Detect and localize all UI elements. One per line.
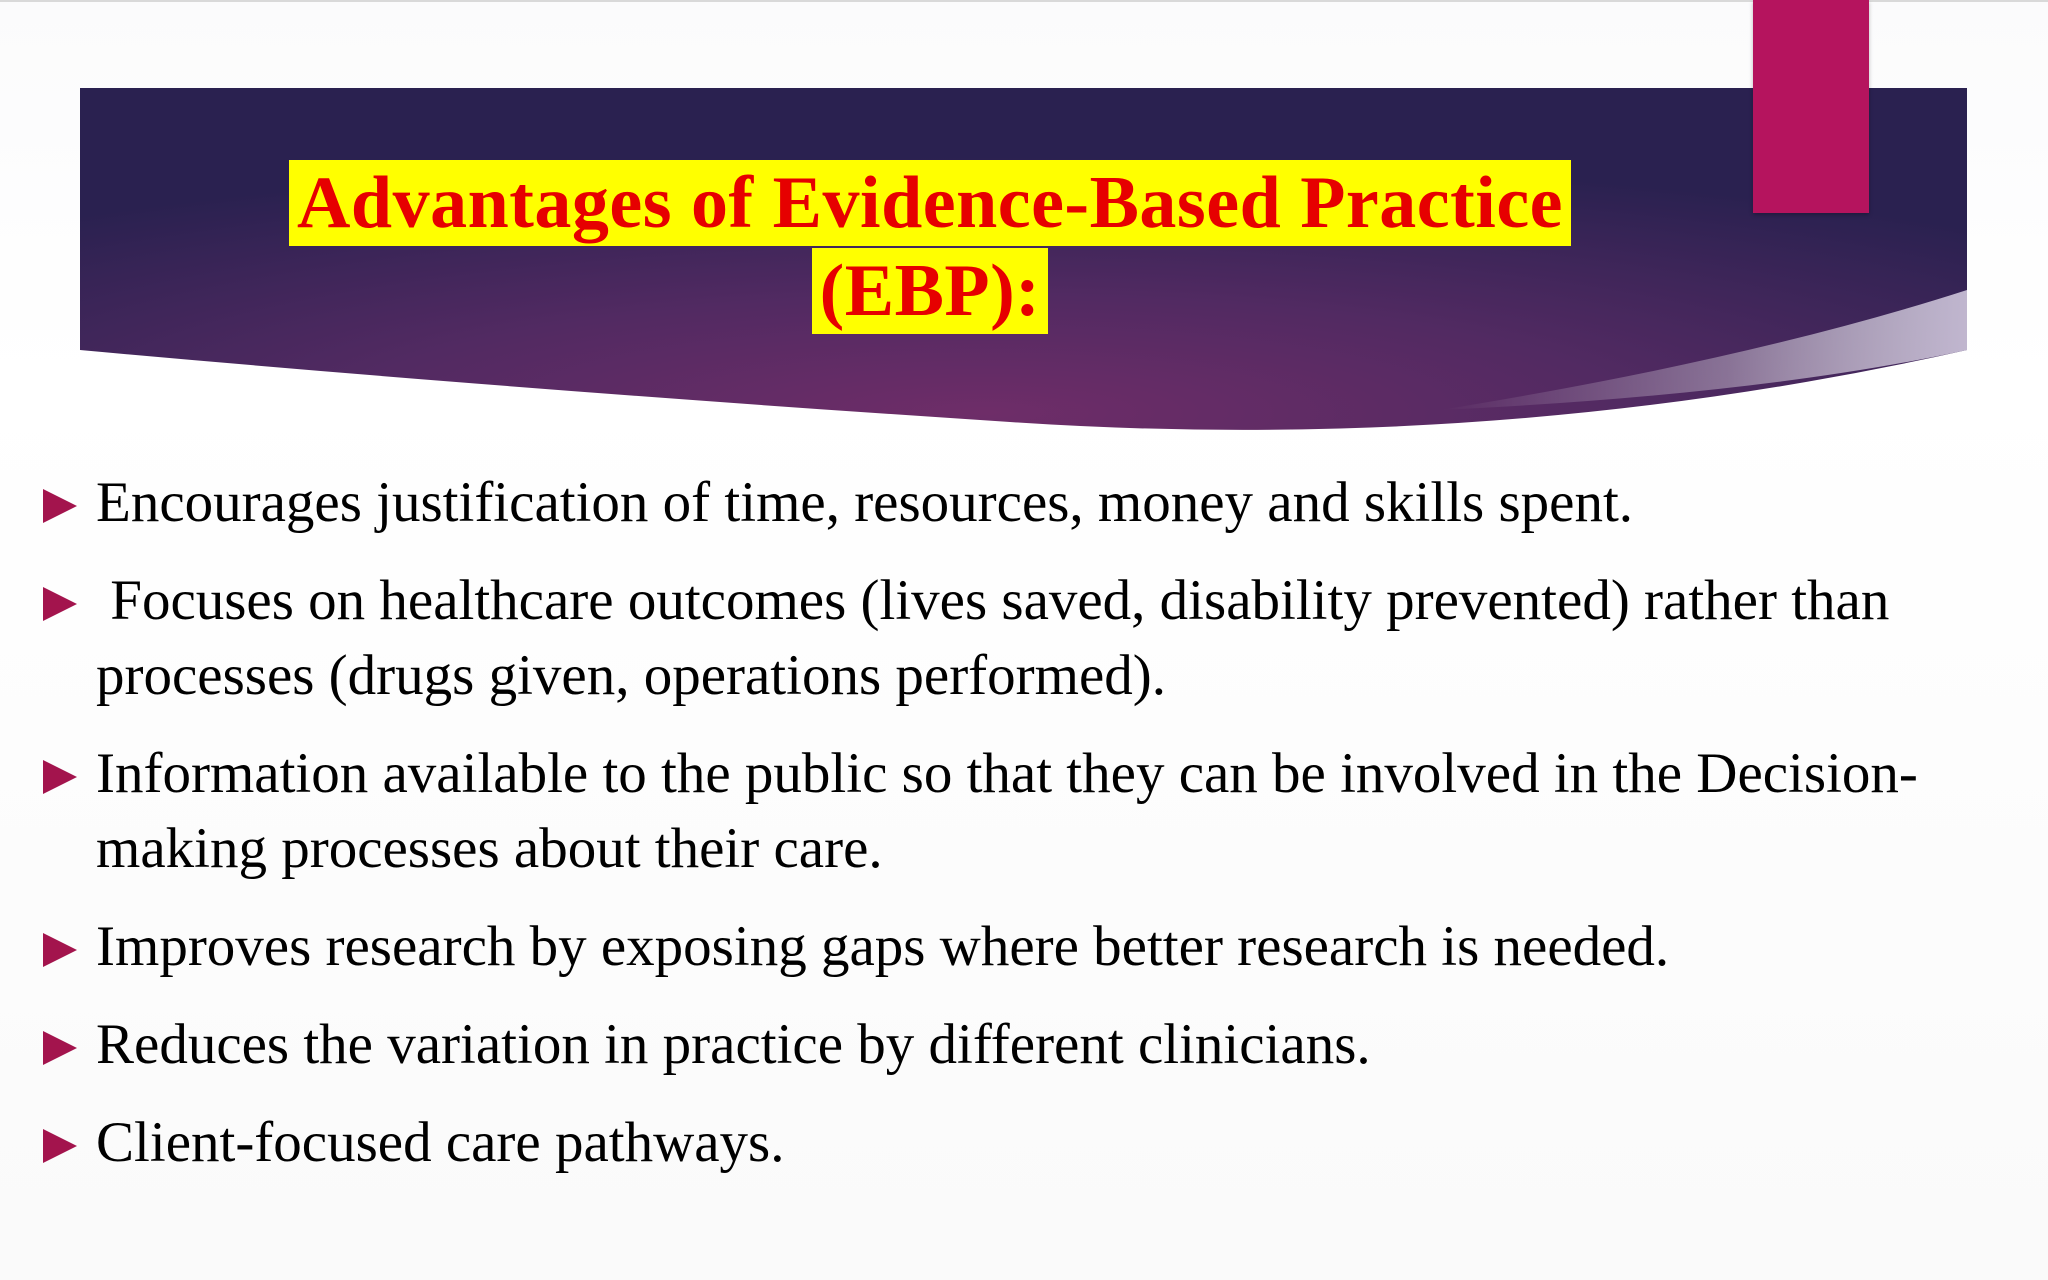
triangle-bullet-icon <box>43 933 77 967</box>
bullet-text: Improves research by exposing gaps where better research is needed. <box>96 915 1670 978</box>
triangle-bullet-icon <box>43 1031 77 1065</box>
triangle-bullet-icon <box>43 760 77 794</box>
triangle-bullet-icon <box>43 489 77 523</box>
list-item <box>40 736 2030 886</box>
bullet-list <box>40 465 2030 1203</box>
bullet-text: Client-focused care pathways. <box>96 1111 785 1174</box>
bullet-text: Focuses on healthcare outcomes (lives saved, disability prevented) rather than processes (drugs given, operations performed). <box>96 569 1904 707</box>
accent-tab <box>1753 0 1869 213</box>
slide-title <box>180 160 1680 334</box>
triangle-bullet-icon <box>43 587 77 621</box>
list-item <box>40 563 2030 713</box>
list-item <box>40 465 2030 540</box>
title-line-2: (EBP): <box>812 248 1049 334</box>
list-item <box>40 1105 2030 1180</box>
bullet-text: Information available to the public so that they can be involved in the Decision-making processes about their care. <box>96 742 1918 880</box>
list-item <box>40 1007 2030 1082</box>
bullet-text: Encourages justification of time, resources, money and skills spent. <box>96 471 1634 534</box>
bullet-text: Reduces the variation in practice by different clinicians. <box>96 1013 1371 1076</box>
triangle-bullet-icon <box>43 1129 77 1163</box>
list-item <box>40 909 2030 984</box>
title-line-1: Advantages of Evidence-Based Practice <box>289 160 1571 246</box>
